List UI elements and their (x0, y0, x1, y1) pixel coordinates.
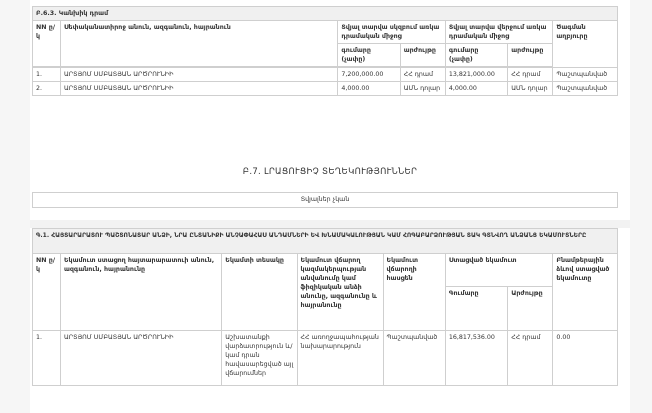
row-end-currency: ՀՀ դրամ (508, 68, 553, 82)
row-in-kind: 0.00 (553, 331, 618, 386)
no-data-box: Տվյալներ չկան (32, 192, 618, 208)
currency-header-2: արժույթը (508, 44, 553, 67)
table-row (33, 68, 618, 82)
row-start-amount: 4,000.00 (338, 82, 400, 96)
row-end-currency: ԱՄՆ դոլար (508, 82, 553, 96)
amount-header: գումարը (չափը) (338, 44, 400, 67)
received-header: Ստացված եկամուտ (445, 254, 553, 287)
income-type-header: Եկամտի տեսակը (222, 254, 297, 331)
row-owner: ԱՐՏՅՈՄ ՍՄԲԱՏՅԱՆ ԱՐԾՐՈՒՆԻԻ (60, 68, 337, 82)
payer-header: Եկամուտ վճարող կազմակերպության անվանումը կամ ֆիզիկական անձի անունը, ազգանունը և հայրանունը (297, 254, 383, 331)
owner-header: Սեփականատիրոջ անուն, ազգանուն, հայրանուն (60, 21, 337, 67)
currency-header: Արժույթը (508, 287, 553, 331)
row-amount: 16,817,536.00 (445, 331, 507, 386)
row-payer-address: Պաշտպանված (383, 331, 445, 386)
row-start-currency: ՀՀ դրամ (400, 68, 445, 82)
end-header: Տվյալ տարվա վերջում առկա դրամական միջոց (445, 21, 553, 44)
table-row (33, 82, 618, 96)
start-header: Տվյալ տարվա սկզբում առկա դրամական միջոց (338, 21, 446, 44)
section-title: Բ.7. ԼՐԱՑՈՒՑԻՉ ՏԵՂԵԿՈՒԹՅՈՒՆՆԵՐ (242, 167, 418, 177)
row-owner: ԱՐՏՅՈՄ ՍՄԲԱՏՅԱՆ ԱՐԾՐՈՒՆԻԻ (60, 82, 337, 96)
nn-header: NN ը/կ (33, 254, 61, 331)
row-end-amount: 13,821,000.00 (445, 68, 507, 82)
income-table (32, 228, 618, 386)
currency-header: արժույթը (400, 44, 445, 67)
cash-table (32, 6, 618, 96)
row-end-amount: 4,000.00 (445, 82, 507, 96)
source-header: Ծագման աղբյուրը (553, 21, 618, 68)
income-section-label: Գ.1. ՀԱՅՏԱՐԱՐԱՏՈՒ ՊԱՇՏՈՆԱՏԱՐ ԱՆՁԻ, ՆՐԱ ԸՆՏԱՆԻՔԻ ԱՆՉԱՓԱՀԱՍ ԱՆԴԱՄՆԵՐԻ ԵՎ ԽՆԱՄԱԿԱԼՈՒԹՅԱՆ ԿԱՄ ՀՈԳԱԲԱՐՁՈՒԹՅԱՆ ՏԱԿ ԳՏՆՎՈՂ ԱՆՁԱՆՑ ԵԿԱՄՈՒՏՆԵՐԸ (33, 229, 618, 254)
document-page (30, 0, 630, 413)
row-start-currency: ԱՄՆ դոլար (400, 82, 445, 96)
row-source: Պաշտպանված (553, 82, 618, 96)
nn-header: NN ը/կ (33, 21, 61, 67)
section-divider (30, 220, 630, 228)
row-nn: 1. (33, 68, 61, 82)
amount-header-2: գումարը (չափը) (445, 44, 507, 67)
table-row (33, 331, 618, 386)
row-payer: ՀՀ առողջապահության նախարարություն (297, 331, 383, 386)
row-nn: 1. (33, 331, 61, 386)
amount-header: Գումարը (445, 287, 507, 331)
row-source: Պաշտպանված (553, 68, 618, 82)
cash-section-label: Բ.6.3. Կանխիկ դրամ (33, 7, 618, 21)
row-currency: ՀՀ դրամ (508, 331, 553, 386)
row-start-amount: 7,200,000.00 (338, 68, 400, 82)
payer-address-header: Եկամուտ վճարողի հասցեն (383, 254, 445, 331)
row-income-type: Աշխատանքի վարձատրություն և/կամ դրան հավասարեցված այլ վճարումներ (222, 331, 297, 386)
row-recipient: ԱՐՏՅՈՄ ՍՄԲԱՏՅԱՆ ԱՐԾՐՈՒՆԻԻ (60, 331, 221, 386)
row-nn: 2. (33, 82, 61, 96)
recipient-header: Եկամուտ ստացող հայտարարատուի անուն, ազգանուն, հայրանունը (60, 254, 221, 331)
in-kind-header: Բնամթերային ձևով ստացված եկամուտը (553, 254, 618, 331)
